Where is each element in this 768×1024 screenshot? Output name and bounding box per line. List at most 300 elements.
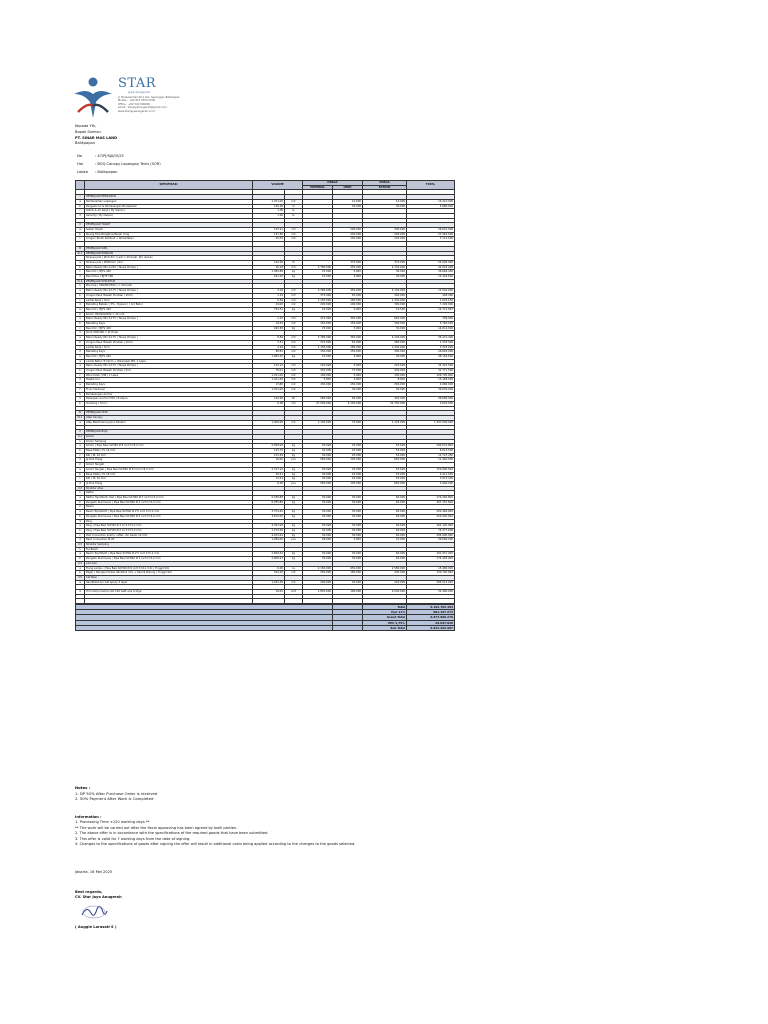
cell-volume: 3.672,00	[253, 514, 285, 519]
cell-desc: Ruang Tiba Bangkirai/Tanah Urug	[85, 232, 253, 237]
cell-unit: kg	[285, 533, 303, 538]
cell-desc: Rib ( PL 10 mm	[85, 477, 253, 482]
cell-unit: kg	[285, 270, 303, 275]
col-total: TOTAL	[407, 181, 455, 190]
cell-unit	[285, 599, 303, 604]
information-heading: Information :	[75, 815, 102, 819]
cell-desc: Ring	[85, 519, 253, 524]
cell-total: 34.322.500	[407, 364, 455, 369]
cell-total: 1.333.400	[407, 340, 455, 345]
cell-upah: 650.000	[333, 566, 363, 571]
cell-total: 42.043.400	[407, 265, 455, 270]
cell-desc: Lantai Kerja ( 5cm	[85, 298, 253, 303]
cell-material: 375.000	[303, 293, 333, 298]
cell-upah: 30.000	[333, 552, 363, 557]
cell-desc: Bekisting Batako ( 3% - Hyperx ) / 1/2 Batur	[85, 303, 253, 308]
cell-desc: PEKERJAAN ATAP	[85, 411, 253, 416]
cell-upah: 150.000	[333, 322, 363, 327]
cell-volume: 2.908,22	[253, 557, 285, 562]
cell-material: 30.000	[303, 453, 333, 458]
notes-heading: Notes :	[75, 785, 91, 790]
cell-total: 7.200.000	[407, 303, 455, 308]
cell-material: 30.000	[303, 524, 333, 529]
cell-no: IV.1	[76, 416, 85, 421]
cell-volume: 1.321,00	[253, 373, 285, 378]
cell-upah: 30.000	[333, 204, 363, 209]
cell-no: c	[76, 345, 85, 350]
cell-upah: 5.000	[333, 270, 363, 275]
cell-unit: m3	[285, 345, 303, 350]
cell-upah: 350.000	[333, 317, 363, 322]
cell-total: 150.090.500	[407, 467, 455, 472]
cell-desc: Besi Ulir ( BJTS 420	[85, 326, 253, 331]
cell-satuan: 30.000	[363, 275, 407, 280]
cell-unit: kg	[285, 444, 303, 449]
cell-volume: 1.280,00	[253, 538, 285, 543]
cell-satuan: 60.000	[363, 524, 407, 529]
cell-material: 560.000	[303, 481, 333, 486]
cell-volume: 1.321,00	[253, 199, 285, 204]
cell-desc: Sandblast Ani Cat epoxy 3 layer	[85, 580, 253, 585]
col-satuan: SATUAN	[363, 185, 407, 190]
cell-unit: m3	[285, 289, 303, 294]
cell-no: b	[76, 528, 85, 533]
cell-no: 2	[76, 312, 85, 317]
cell-satuan: 105.000	[363, 373, 407, 378]
cell-volume: 1.360,00	[253, 420, 285, 425]
company-logo	[70, 72, 220, 124]
letterhead-address	[118, 96, 208, 113]
cell-no: d	[76, 538, 85, 543]
cell-volume: 76,01	[253, 369, 285, 374]
cell-total: 12.540.000	[407, 289, 455, 294]
cell-satuan: 375.000	[363, 260, 407, 265]
cell-unit: m	[285, 204, 303, 209]
cell-desc: Urugan Tanah Kembali + Pemadatan	[85, 237, 253, 242]
totals-value: 29.697.029	[407, 620, 455, 625]
totals-spacer	[333, 625, 363, 630]
cell-material: 2.150.000	[303, 566, 333, 571]
cell-volume: 1.321,00	[253, 378, 285, 383]
cell-no: 1	[76, 547, 85, 552]
cell-volume: 754,51	[253, 307, 285, 312]
cell-no: III	[76, 246, 85, 251]
cell-satuan: 380.000	[363, 340, 407, 345]
cell-satuan: 345.000	[363, 397, 407, 402]
cell-volume: 16,00	[253, 458, 285, 463]
cell-no: b	[76, 449, 85, 454]
cell-satuan: 665.000	[363, 481, 407, 486]
cell-unit: kg	[285, 524, 303, 529]
cell-desc: Kolom Tengah ( Pipa Besi SCH40 Ø 8 Inch t=8,2 mm	[85, 467, 253, 472]
cell-volume: 493,83	[253, 326, 285, 331]
cell-upah: 180.000	[333, 590, 363, 595]
cell-unit: m3	[285, 298, 303, 303]
cell-total: 4.680.000	[407, 204, 455, 209]
cell-satuan: 60.000	[363, 500, 407, 505]
cell-desc: Pengaku Kremvena ( Pipa Besi SCH40 Ø 3 inch t=5,2 mm	[85, 500, 253, 505]
cell-material: 350.000	[303, 369, 333, 374]
cell-satuan: 60.000	[363, 533, 407, 538]
recipient-name: Bapak Salman	[75, 129, 101, 134]
cell-no: 2	[76, 463, 85, 468]
cell-total: 13.168.000	[407, 378, 455, 383]
cell-desc: PEKERJAAN PONDASI	[85, 251, 253, 256]
cell-unit: m3	[285, 237, 303, 242]
cell-total: 220.320.000	[407, 514, 455, 519]
cell-upah: 150.000	[333, 350, 363, 355]
cell-material: 30.000	[303, 496, 333, 501]
cell-total: 290.074.800	[407, 444, 455, 449]
cell-upah: 25.000	[333, 449, 363, 454]
cell-material: 200.000	[303, 580, 333, 585]
cell-material: 280.000	[303, 397, 333, 402]
cell-desc: Besi Ulir ( BJTS 420	[85, 354, 253, 359]
cell-desc: Bekisting Kayu	[85, 322, 253, 327]
cell-desc: PEKERJAAN TANAH	[85, 223, 253, 228]
cell-total: 161.971.200	[407, 552, 455, 557]
cell-volume: 88,82	[253, 350, 285, 355]
cell-satuan: 60.000	[363, 528, 407, 533]
cell-desc: PEKERJAAN SIPIL	[85, 246, 253, 251]
cell-unit: m2	[285, 420, 303, 425]
totals-row	[76, 625, 455, 630]
cell-total: 202.464.000	[407, 510, 455, 515]
cell-upah: 375.000	[333, 260, 363, 265]
cell-total: 26.641.900	[407, 228, 455, 233]
cell-volume: 8,84	[253, 336, 285, 341]
cell-upah: 30.000	[333, 387, 363, 392]
cell-volume: 16,00	[253, 590, 285, 595]
brand-name: STAR	[118, 76, 157, 91]
cell-material: 200.000	[303, 303, 333, 308]
cell-desc: Sloof 200/300 = Pr Hider	[85, 331, 253, 336]
cell-satuan: 665.000	[363, 317, 407, 322]
cell-volume: 137,82	[253, 232, 285, 237]
cell-volume: 1,00	[253, 213, 285, 218]
cell-unit: kg	[285, 449, 303, 454]
cell-volume: 213,59	[253, 453, 285, 458]
cell-unit: kg	[285, 557, 303, 562]
col-spesifikasi: SPESIFIKASI	[85, 181, 253, 190]
totals-block	[75, 604, 454, 631]
cell-desc: Besi Ulir ( BJTS 420	[85, 307, 253, 312]
cell-upah: 5.000	[333, 364, 363, 369]
cell-total: 49.680.000	[407, 397, 455, 402]
cell-desc: Baut connection M 20	[85, 538, 253, 543]
address-line: www.starjayaanugerah.co.id	[118, 109, 155, 113]
cell-material: 150.000	[303, 383, 333, 388]
cell-no: a	[76, 590, 85, 595]
cell-satuan: 1.330.000	[363, 345, 407, 350]
boq-table-wrapper	[75, 180, 454, 604]
cell-total: 36.474.400	[407, 336, 455, 341]
meta-value: : Balikpapan	[95, 169, 118, 174]
cell-upah: 180.000	[333, 345, 363, 350]
cell-desc: Tiang Lampu ( Pipa Besi SCH40 Ø 6 inch t=6,2 mm ) Tinggi=6m	[85, 566, 253, 571]
info-item: 2. The above offer is in accordance with the specifications of the required goods that have been submitted.	[75, 831, 269, 836]
cell-desc: PEKERJAAN PERSIAPAN	[85, 195, 253, 200]
cell-volume: 6,00	[253, 566, 285, 571]
cell-no: c	[76, 209, 85, 214]
cell-total: 27.564.000	[407, 232, 455, 237]
cell-no: a	[76, 364, 85, 369]
cell-volume: 304,02	[253, 571, 285, 576]
cell-upah: 30.000	[333, 514, 363, 519]
cell-material: 30.000	[303, 467, 333, 472]
cell-volume: 6.785,86	[253, 500, 285, 505]
cell-unit: m2	[285, 571, 303, 576]
cell-unit: m2	[285, 378, 303, 383]
cell-unit: m2	[285, 383, 303, 388]
cell-desc: Bekisting Kayu	[85, 350, 253, 355]
cell-material: 27.500.000	[303, 402, 333, 407]
cell-unit: m'	[285, 260, 303, 265]
cell-total: 261.120.000	[407, 524, 455, 529]
cell-satuan: 55.000	[363, 472, 407, 477]
cell-total: 130.720.000	[407, 571, 455, 576]
cell-desc: Strauss pile ( Ø=0,3m ) Ledi = 20 buah, 6m ukuran	[85, 256, 253, 261]
cell-desc: Galian Tanah	[85, 228, 253, 233]
cell-desc: Kolom Samping	[85, 439, 253, 444]
cell-unit: m3	[285, 265, 303, 270]
cell-upah: 350.000	[333, 289, 363, 294]
cell-no	[76, 599, 85, 604]
cell-total: 109.705.000	[407, 373, 455, 378]
cell-volume: 10,18	[253, 265, 285, 270]
meta-row	[77, 162, 161, 168]
cell-desc: Ja Dok Tiang	[85, 458, 253, 463]
cell-unit: m2	[285, 232, 303, 237]
cell-material: 3.780.000	[303, 336, 333, 341]
cell-upah: 25.000	[333, 467, 363, 472]
cell-desc: Ring ( Pipa Besi SCH40 Ø 3 inch t=5,2 mm	[85, 524, 253, 529]
cell-satuan: 55.000	[363, 444, 407, 449]
cell-material: 1.150.000	[303, 298, 333, 303]
cell-unit: m3	[285, 364, 303, 369]
cell-desc: Cat Besi	[85, 575, 253, 580]
cell-satuan: 60.000	[363, 514, 407, 519]
cell-total: 12.444.600	[407, 275, 455, 280]
cell-upah: 45.000	[333, 580, 363, 585]
cell-upah: 350.000	[333, 336, 363, 341]
cell-no: a	[76, 228, 85, 233]
letter-meta	[75, 152, 163, 177]
cell-no: V	[76, 430, 85, 435]
cell-upah: 25.000	[333, 444, 363, 449]
cell-no: a	[76, 496, 85, 501]
address-line: Jl. Mulawarman No.1 Kel. Sepinggan Balikpapan	[118, 96, 180, 99]
cell-no: c	[76, 533, 85, 538]
cell-upah: 5.000	[333, 373, 363, 378]
cell-material: 30.000	[303, 472, 333, 477]
cell-no: a	[76, 552, 85, 557]
cell-no: d	[76, 350, 85, 355]
cell-material: 25.000	[303, 307, 333, 312]
cell-satuan: 30.000	[363, 387, 407, 392]
cell-satuan: 440.000	[363, 293, 407, 298]
cell-total: 294.900.000	[407, 533, 455, 538]
cell-total: 39.680.000	[407, 538, 455, 543]
cell-material: 30.000	[303, 514, 333, 519]
cell-upah: 5.000	[333, 354, 363, 359]
cell-desc	[85, 599, 253, 604]
totals-value: 6.192.702.493	[407, 605, 455, 610]
cell-no: a	[76, 397, 85, 402]
cell-material: 100.000	[303, 373, 333, 378]
cell-satuan: 300.000	[363, 383, 407, 388]
cell-no: d	[76, 458, 85, 463]
col-no	[76, 181, 85, 190]
cell-no: IV	[76, 411, 85, 416]
cell-material: 25.000	[303, 326, 333, 331]
cell-desc: Beton Ready Mix K-175 ( Tanpa Pompa )	[85, 317, 253, 322]
cell-material: 30.000	[303, 533, 333, 538]
cell-total: 26.640.000	[407, 350, 455, 355]
cell-material: 25.000	[303, 270, 333, 275]
salutation: Kepada Yth,	[75, 124, 97, 128]
cell-upah: 65.000	[333, 340, 363, 345]
cell-satuan: 1.175.000	[363, 420, 407, 425]
cell-no: b	[76, 204, 85, 209]
cell-material: 5.000	[303, 378, 333, 383]
cell-volume: 144,00	[253, 397, 285, 402]
cell-volume: 40,21	[253, 472, 285, 477]
cell-volume: 145,70	[253, 449, 285, 454]
recipient-company: PT. SINAR MAS LAND	[75, 135, 118, 140]
cell-no: e	[76, 383, 85, 388]
cell-unit: kg	[285, 453, 303, 458]
address-line: email : starjayaanugerah@gmail.com	[118, 106, 167, 110]
cell-satuan: 60.000	[363, 510, 407, 515]
cell-unit: kg	[285, 354, 303, 359]
info-item: ** The work will be carried out after the fiscal approving has been agreed by both parties.	[75, 825, 237, 830]
cell-desc: Atap Canopy	[85, 416, 253, 421]
cell-unit: kg	[285, 467, 303, 472]
cell-satuan: 60.000	[363, 496, 407, 501]
cell-total: 39.666.400	[407, 270, 455, 275]
cell-total: 39.630.000	[407, 387, 455, 392]
meta-value: : 47/PJ/SJA/IV/25	[95, 154, 124, 158]
cell-no: d	[76, 303, 85, 308]
cell-satuan: 55.000	[363, 453, 407, 458]
cell-desc: Trim lampu lampu led 100 watt ana pridge	[85, 590, 253, 595]
cell-desc: Beton Ready Mix K-175 ( Tanpa Pompa )	[85, 364, 253, 369]
cell-volume: 421,02	[253, 275, 285, 280]
cell-satuan: 30.000	[363, 204, 407, 209]
cell-desc: Bekisting Kayu	[85, 383, 253, 388]
cell-unit: m2	[285, 350, 303, 355]
cell-total: 11.747.450	[407, 453, 455, 458]
cell-desc: Pengaku Kremvena ( Pipa Besi SCH40 Ø 3 inch t=5,2 mm	[85, 557, 253, 562]
cell-no: b	[76, 514, 85, 519]
cell-material	[303, 599, 333, 604]
cell-total: 32.480.000	[407, 590, 455, 595]
cell-upah: 25.000	[333, 477, 363, 482]
cell-unit: m2	[285, 322, 303, 327]
cell-unit: kg	[285, 307, 303, 312]
cell-volume: 13,80	[253, 383, 285, 388]
cell-no: a	[76, 566, 85, 571]
totals-spacer	[76, 625, 333, 630]
cell-no: a	[76, 260, 85, 265]
cell-desc: Besi Polos ( BJTP 280	[85, 275, 253, 280]
meta-key: Lokasi	[77, 169, 89, 174]
cell-no: a	[76, 420, 85, 425]
cell-satuan: 200.000	[363, 232, 407, 237]
cell-material: 30.000	[303, 552, 333, 557]
cell-total: 2.211.550	[407, 472, 455, 477]
cell-upah: 30.000	[333, 510, 363, 515]
cell-material: 3.780.000	[303, 265, 333, 270]
cell-total: 448.400	[407, 293, 455, 298]
cell-no: a	[76, 580, 85, 585]
cell-volume: 6,00	[253, 481, 285, 486]
cell-total	[407, 599, 455, 604]
cell-satuan: 55.000	[363, 477, 407, 482]
brand-tagline: Jaya Anugerah	[128, 90, 150, 94]
cell-desc: Beton Ready Mix K-175 ( Tanpa Pompa )	[85, 289, 253, 294]
cell-unit: m2	[285, 199, 303, 204]
cell-desc: Pengukuran & Pemasangan Bouwplank	[85, 204, 253, 209]
cell-no: c	[76, 477, 85, 482]
cell-no: a	[76, 444, 85, 449]
cell-material: 1.150.000	[303, 345, 333, 350]
cell-desc: Lantai Kerja ( 5cm	[85, 345, 253, 350]
cell-satuan: 245.000	[363, 580, 407, 585]
cell-volume: 2.699,52	[253, 552, 285, 557]
cell-unit: bh	[285, 397, 303, 402]
cell-desc: Floor hardener	[85, 387, 253, 392]
cell-upah: 25.000	[333, 472, 363, 477]
cell-no: II	[76, 223, 85, 228]
table-row	[76, 599, 455, 604]
cell-desc: Struktur Atas	[85, 486, 253, 491]
cell-desc: Urugan Pasir Bawah Pondasi ( 10cm	[85, 293, 253, 298]
cell-no: b	[76, 232, 85, 237]
cell-material: 150.000	[303, 322, 333, 327]
cell-satuan: 4.130.000	[363, 289, 407, 294]
cell-desc: Plastik Cor	[85, 378, 253, 383]
cell-no: a	[76, 510, 85, 515]
cell-total: 14.712.897	[407, 307, 455, 312]
cell-satuan: 2.030.000	[363, 590, 407, 595]
cell-no: c	[76, 326, 85, 331]
cell-volume: 1.380,88	[253, 270, 285, 275]
cell-desc: Listrik & Air Kerja ( By Owner)	[85, 209, 253, 214]
cell-material: 30.000	[303, 444, 333, 449]
cell-volume: 1.272,96	[253, 528, 285, 533]
cell-satuan: 8.000	[363, 378, 407, 383]
cell-material: 28.000	[303, 538, 333, 543]
cell-total: 76.377.600	[407, 528, 455, 533]
cell-desc: Beton Ready Mix K-175 ( Tanpa Pompa )	[85, 336, 253, 341]
cell-desc: Pemasangan Anchor	[85, 392, 253, 397]
cell-no: e	[76, 354, 85, 359]
cell-unit: m3	[285, 317, 303, 322]
cell-material: 3.780.000	[303, 289, 333, 294]
totals-label: Grand Total	[363, 615, 407, 620]
cell-satuan: 200.000	[363, 228, 407, 233]
cell-material: 220.000	[303, 364, 333, 369]
cell-volume: 0,08	[253, 402, 285, 407]
cell-volume: 4.915,00	[253, 533, 285, 538]
cell-no: III.2	[76, 279, 85, 284]
cell-no: 4	[76, 359, 85, 364]
cell-total: 4.680.000	[407, 383, 455, 388]
cell-no: c	[76, 237, 85, 242]
info-item: 3. This offer is valid for 7 working days from the date of signing.	[75, 836, 191, 841]
